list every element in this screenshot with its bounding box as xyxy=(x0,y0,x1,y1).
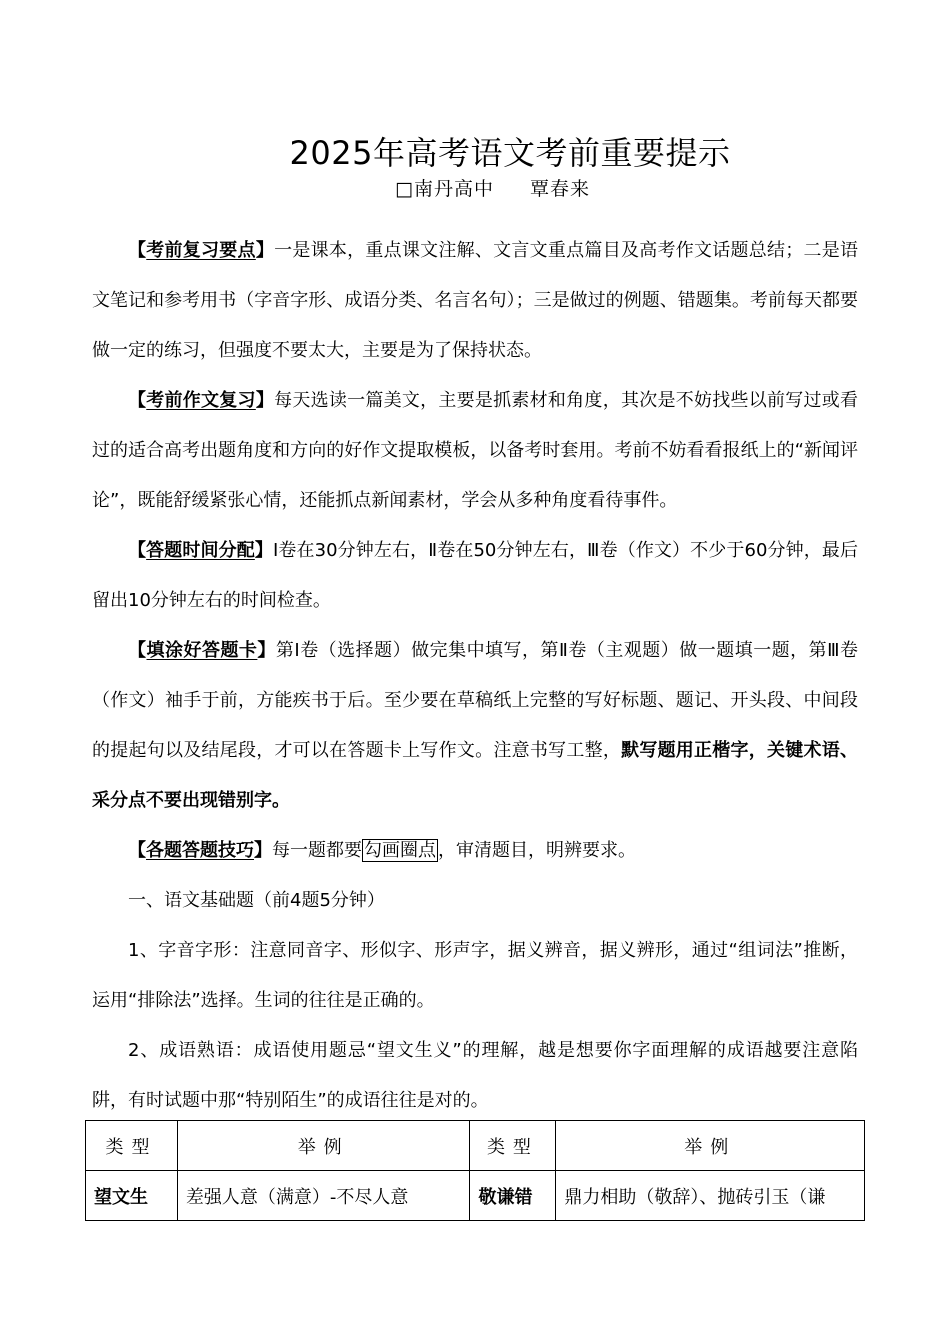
table-header-cell: 举例 xyxy=(556,1121,865,1171)
section-heading-basics: 一、语文基础题（前4题5分钟） xyxy=(128,890,385,911)
document-title: 2025年高考语文考前重要提示 xyxy=(289,134,731,172)
table-cell: 敬谦错 xyxy=(470,1171,556,1221)
table-header-cell: 类型 xyxy=(86,1121,178,1171)
idiom-table xyxy=(85,1120,865,1221)
label-answer-skills: 各题答题技巧 xyxy=(146,840,254,861)
text-review-points: 一是课本，重点课文注解、文言文重点篇目及高考作文话题总结；二是语文笔记和参考用书（字音字形、成语分类、名言名句）；三是做过的例题、错题集。考前每天都要做一定的练习，但强度不要太大，主要是为了保持状态。 xyxy=(92,240,859,361)
text-answer-sheet: 第Ⅰ卷（选择题）做完集中填写，第Ⅱ卷（主观题）做一题填一题，第Ⅲ卷（作文）袖手于前，方能疾书于后。至少要在草稿纸上完整的写好标题、题记、开头段、中间段的提起句以及结尾段，才可以在答题卡上写作文。注意书写工整， xyxy=(92,640,859,761)
paragraph-answer-skills: 【各题答题技巧】每一题都要 勾画圈点 ，审清题目，明辨要求。 xyxy=(128,840,636,861)
author-school: □南丹高中 xyxy=(395,178,494,200)
text-essay-review: 每天选读一篇美文，主要是抓素材和角度，其次是不妨找些以前写过或看过的适合高考出题角度和方向的好作文提取模板，以备考时套用。考前不妨看看报纸上的“新闻评论”，既能舒缓紧张心情，还能抓点新闻素材，学会从多种角度看待事件。 xyxy=(92,390,859,511)
label-answer-sheet: 填涂好答题卡 xyxy=(146,640,258,661)
table-header-row xyxy=(86,1121,865,1171)
text-answer-skills-a: 每一题都要 xyxy=(272,840,362,861)
label-review-points: 考前复习要点 xyxy=(146,240,256,261)
paragraph-pronunciation: 1、字音字形：注意同音字、形似字、形声字，据义辨音，据义辨形，通过“组词法”推断，运用“排除法”选择。生词的往往是正确的。 xyxy=(92,940,858,1011)
paragraph-idioms: 2、成语熟语：成语使用题忌“望文生义”的理解，越是想要你字面理解的成语越要注意陷阱，有时试题中那“特别陌生”的成语往往是对的。 xyxy=(92,1040,858,1111)
table-row xyxy=(86,1171,865,1221)
paragraph-time-allocation: 【答题时间分配】Ⅰ卷在30分钟左右，Ⅱ卷在50分钟左右，Ⅲ卷（作文）不少于60分钟，最后留出10分钟左右的时间检查。 xyxy=(92,540,859,611)
paragraph-answer-sheet: 【填涂好答题卡】第Ⅰ卷（选择题）做完集中填写，第Ⅱ卷（主观题）做一题填一题，第Ⅲ卷（作文）袖手于前，方能疾书于后。至少要在草稿纸上完整的写好标题、题记、开头段、中间段的提起句以及结尾段，才可以在答题卡上写作文。注意书写工整，默写题用正楷字，关键术语、采分点不要出现错别字。 xyxy=(92,640,859,811)
text-answer-skills-b: ，审清题目，明辨要求。 xyxy=(438,840,636,861)
label-time-allocation: 答题时间分配 xyxy=(146,540,255,561)
table-cell: 差强人意（满意）-不尽人意 xyxy=(177,1171,470,1221)
label-essay-review: 考前作文复习 xyxy=(146,390,256,411)
text-time-allocation: Ⅰ卷在30分钟左右，Ⅱ卷在50分钟左右，Ⅲ卷（作文）不少于60分钟，最后留出10分钟左右的时间检查。 xyxy=(92,540,859,611)
paragraph-essay-review: 【考前作文复习】每天选读一篇美文，主要是抓素材和角度，其次是不妨找些以前写过或看过的适合高考出题角度和方向的好作文提取模板，以备考时套用。考前不妨看看报纸上的“新闻评论”，既能舒缓紧张心情，还能抓点新闻素材，学会从多种角度看待事件。 xyxy=(92,390,859,511)
table-header-cell: 举例 xyxy=(177,1121,470,1171)
author-name: 覃春来 xyxy=(529,178,590,200)
document-body xyxy=(92,226,858,1126)
table-cell: 鼎力相助（敬辞）、抛砖引玉（谦 xyxy=(556,1171,865,1221)
boxed-phrase: 勾画圈点 xyxy=(364,840,436,861)
text-answer-sheet-bold: 默写题用正楷字，关键术语、采分点不要出现错别字。 xyxy=(92,740,859,811)
paragraph-review-points: 【考前复习要点】一是课本，重点课文注解、文言文重点篇目及高考作文话题总结；二是语文笔记和参考用书（字音字形、成语分类、名言名句）；三是做过的例题、错题集。考前每天都要做一定的练习，但强度不要太大，主要是为了保持状态。 xyxy=(92,240,859,361)
table-cell: 望文生 xyxy=(86,1171,178,1221)
table-header-cell: 类型 xyxy=(470,1121,556,1171)
author-line xyxy=(395,174,590,201)
